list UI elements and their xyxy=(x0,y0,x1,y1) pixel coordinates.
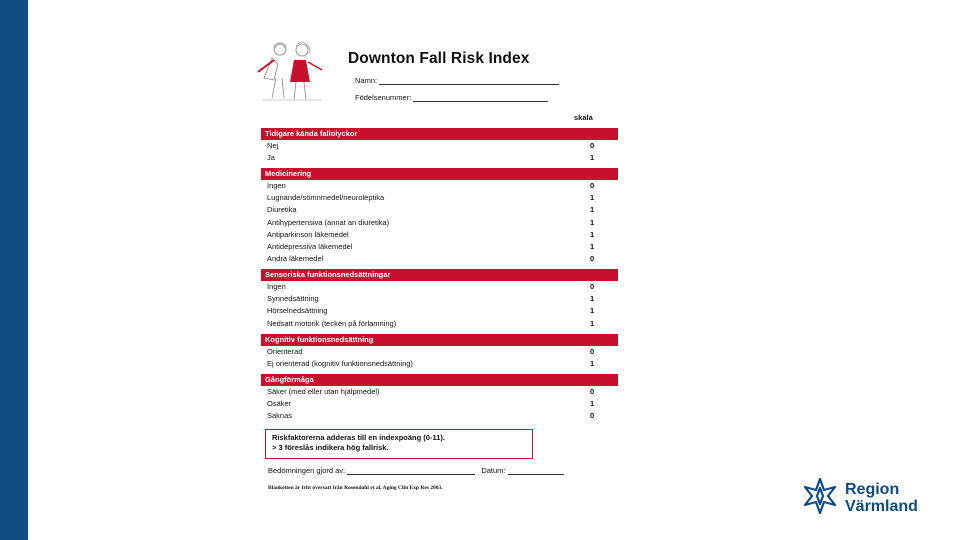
list-item: Ja 1 xyxy=(261,152,618,164)
list-item: Saknas 0 xyxy=(261,410,618,422)
score: 0 xyxy=(590,181,595,190)
region-varmland-logo xyxy=(800,476,940,520)
assessed-by-line[interactable] xyxy=(347,474,475,475)
list-item: Ej orienterad (kognitiv funktionsnedsättning) 1 xyxy=(261,358,618,370)
section-header: Sensoriska funktionsnedsättningar xyxy=(261,269,618,281)
score: 0 xyxy=(590,282,595,291)
score: 0 xyxy=(590,411,595,421)
score: 0 xyxy=(590,347,595,356)
score: 1 xyxy=(590,318,595,328)
list-item: Antihypertensiva (annat an diuretika) 1 xyxy=(261,217,618,229)
section-gait xyxy=(261,374,618,423)
section-header: Tidigare kända fallolyckor xyxy=(261,128,618,140)
score: 1 xyxy=(590,193,595,203)
list-item: Ingen 0 xyxy=(261,180,618,192)
brand-line2: Värmland xyxy=(845,498,918,515)
list-item: Andra läkemedel 0 xyxy=(261,253,618,265)
score: 1 xyxy=(590,294,595,304)
name-label: Namn: xyxy=(355,76,378,85)
score: 1 xyxy=(590,306,595,316)
score: 1 xyxy=(590,217,595,227)
date-line[interactable] xyxy=(508,474,564,475)
list-item: Synnedsättning 1 xyxy=(261,293,618,305)
scoring-note-box xyxy=(265,429,533,459)
list-item: Lugnande/sömnmedel/neuroleptika 1 xyxy=(261,192,618,204)
form-title: Downton Fall Risk Index xyxy=(348,50,530,67)
score: 0 xyxy=(590,254,595,264)
id-number-field[interactable] xyxy=(355,93,548,102)
elderly-couple-icon xyxy=(252,40,332,104)
score: 0 xyxy=(590,141,595,150)
list-item: Diuretika 1 xyxy=(261,204,618,216)
list-item: Nedsatt motorik (tecken på förlamning) 1 xyxy=(261,318,618,330)
score: 1 xyxy=(590,229,595,239)
section-header: Medicinering xyxy=(261,168,618,180)
list-item: Nej 0 xyxy=(261,140,618,152)
list-item: Antiparkinson läkemedel 1 xyxy=(261,229,618,241)
score: 0 xyxy=(590,387,595,396)
score: 1 xyxy=(590,399,595,409)
section-header: Gångförmåga xyxy=(261,374,618,386)
list-item: Säker (med eller utan hjälpmedel) 0 xyxy=(261,386,618,398)
source-footnote: Blanketten är fritt översatt från Rosendahl et al, Aging Clin Exp Res 2003. xyxy=(268,485,443,491)
list-item: Antidepressiva läkemedel 1 xyxy=(261,241,618,253)
name-field[interactable] xyxy=(355,76,559,85)
list-item: Osäker 1 xyxy=(261,398,618,410)
score: 1 xyxy=(590,153,595,163)
section-header: Kognitiv funktionsnedsättning xyxy=(261,334,618,346)
scale-header: skala xyxy=(574,113,593,122)
star-flower-icon xyxy=(800,476,840,516)
assessed-by-label: Bedömningen gjord av: xyxy=(268,466,346,475)
brand-line1: Region xyxy=(845,481,900,498)
note-line: Riskfaktorerna adderas till en indexpoäng (0-11). xyxy=(272,433,445,442)
score: 1 xyxy=(590,359,595,369)
date-label: Datum: xyxy=(481,466,506,475)
score: 1 xyxy=(590,241,595,251)
fall-risk-form xyxy=(252,36,624,496)
list-item: Orienterad 0 xyxy=(261,346,618,358)
brand-name xyxy=(845,481,918,515)
id-number-line[interactable] xyxy=(413,101,548,102)
section-cognitive xyxy=(261,334,618,370)
left-accent-bar xyxy=(0,0,28,540)
section-medication xyxy=(261,168,618,265)
name-line[interactable] xyxy=(379,84,559,85)
list-item: Hörselnedsättning 1 xyxy=(261,305,618,317)
list-item: Ingen 0 xyxy=(261,281,618,293)
assessment-signature-row xyxy=(268,466,564,475)
section-previous-falls xyxy=(261,128,618,164)
section-sensory xyxy=(261,269,618,330)
note-line: > 3 föreslås indikera hög fallrisk. xyxy=(272,443,389,452)
id-number-label: Födelsenummer: xyxy=(355,93,412,102)
score: 1 xyxy=(590,205,595,215)
